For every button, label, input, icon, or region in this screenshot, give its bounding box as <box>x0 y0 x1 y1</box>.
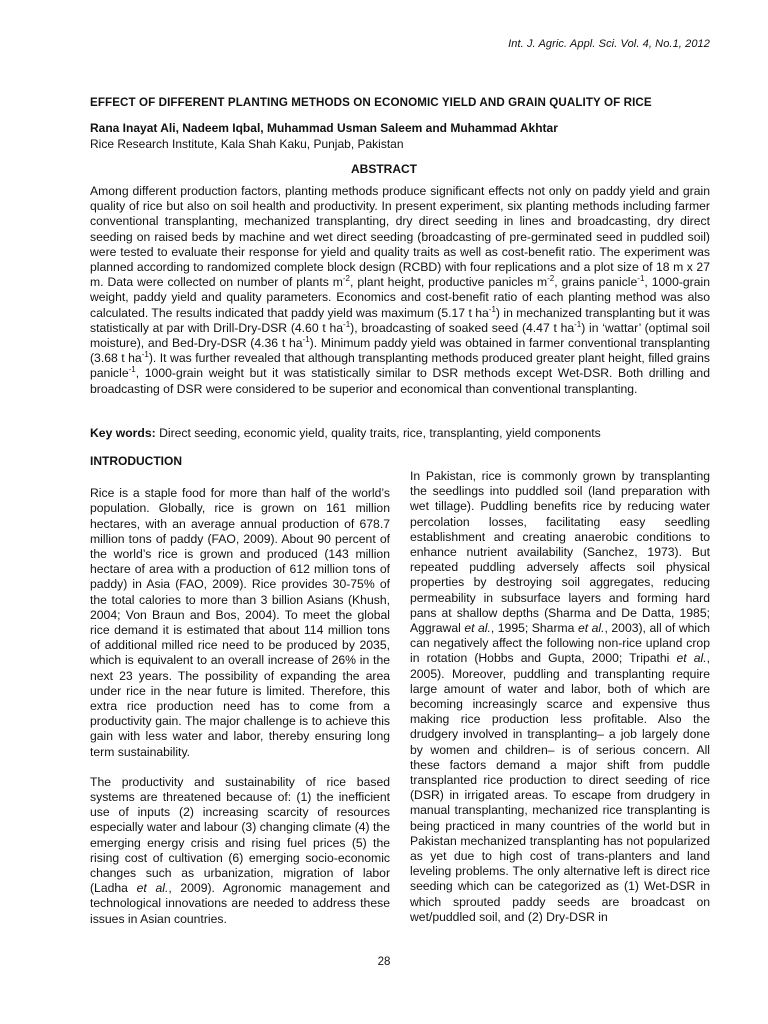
right-column <box>410 469 710 925</box>
abstract-heading: ABSTRACT <box>351 162 417 176</box>
page-number: 28 <box>377 956 391 968</box>
introduction-heading: INTRODUCTION <box>90 454 182 468</box>
abstract-body: Among different production factors, planting methods produce significant effects not only on paddy yield and grain quality of rice but also on soil health and productivity. In present experiment, six planting methods including farmer conventional transplanting, mechanized transplanting, dry direct seeding in lines and broadcasting, dry direct seeding on raised beds by machine and wet direct seeding (broadcasting of pre-germinated seed in puddled soil) were tested to evaluate their response for yield and quality traits as well as cost-benefit ratio. The experiment was planned according to randomized complete block design (RCBD) with four replications and a plot size of 18 m x 27 m. Data were collected on number of plants $m^{-2}$, plant height, productive panicles $m^{-2}$, grains panicle$^{-1}$, 1000-grain weight, paddy yield and quality parameters. Economics and cost-benefit ratio of each planting method was also calculated. The results indicated that paddy yield was maximum (5.17 t $ha^{-1}$) in mechanized transplanting but it was statistically at par with Drill-Dry-DSR (4.60 t $ha^{-1}$), broadcasting of soaked seed (4.47 t $ha^{-1}$) in ‘wattar’ (optimal soil moisture), and Bed-Dry-DSR (4.36 t $ha^{-1}$). Minimum paddy yield was obtained in farmer conventional transplanting (3.68 t $ha^{-1}$). It was further revealed that although transplanting methods produced greater plant height, filled grains panicle$^{-1}$, 1000-grain weight but it was statistically similar to DSR methods except Wet-DSR. Both drilling and broadcasting of DSR were considered to be superior and economical than conventional transplanting. <box>90 184 710 396</box>
keywords-label: Key words: <box>90 426 156 440</box>
left-column <box>90 454 390 927</box>
journal-citation: Int. J. Agric. Appl. Sci. Vol. 4, No.1, 2012 <box>508 38 710 50</box>
paper-title: EFFECT OF DIFFERENT PLANTING METHODS ON ECONOMIC YIELD AND GRAIN QUALITY OF RICE <box>90 96 652 109</box>
author-list: Rana Inayat Ali, Nadeem Iqbal, Muhammad Usman Saleem and Muhammad Akhtar <box>90 121 558 135</box>
keywords-text: Direct seeding, economic yield, quality traits, rice, transplanting, yield components <box>155 426 601 440</box>
affiliation: Rice Research Institute, Kala Shah Kaku, Punjab, Pakistan <box>90 137 404 151</box>
intro-paragraph-2: The productivity and sustainability of rice based systems are threatened because of: (1) the inefficient use of inputs (2) increasing scarcity of resources especially water and labour (3) changing climate (4) the emerging energy crisis and rising fuel prices (5) the rising cost of cultivation (6) emerging socio-economic changes such as urbanization, migration of labor (Ladha et al., 2009). Agronomic management and technological innovations are needed to address these issues in Asian countries. <box>90 774 390 926</box>
intro-paragraph-3: In Pakistan, rice is commonly grown by transplanting the seedlings into puddled soil (land preparation with wet tillage). Puddling benefits rice by reducing water percolation losses, facilitating easy seedling establishment and creating anaerobic conditions to enhance nutrient availability (Sanchez, 1973). But repeated puddling adversely affects soil physical properties by destroying soil aggregates, reducing permeability in subsurface layers and forming hard pans at shallow depths (Sharma and De Datta, 1985; Aggrawal et al., 1995; Sharma et al., 2003), all of which can negatively affect the following non-rice upland crop in rotation (Hobbs and Gupta, 2000; Tripathi et al., 2005). Moreover, puddling and transplanting require large amount of water and labor, both of which are becoming increasingly scarce and expensive thus making rice production less profitable. Also the drudgery involved in transplanting– a job largely done by women and children– is of serious concern. All these factors demand a major shift from puddle transplanted rice production to direct seeding of rice (DSR) in irrigated areas. To escape from drudgery in manual transplanting, mechanized rice transplanting is being practiced in many countries of the world but in Pakistan mechanized transplanting has not popularized as yet due to high cost of trans-planters and land leveling problems. The only alternative left is direct rice seeding which can be categorized as (1) Wet-DSR in which sprouted paddy seeds are broadcast on wet/puddled soil, and (2) Dry-DSR in <box>410 469 710 924</box>
keywords <box>90 426 710 441</box>
intro-paragraph-1: Rice is a staple food for more than half of the world’s population. Globally, rice is grown on 161 million hectares, with an average annual production of 678.7 million tons of paddy (FAO, 2009). About 90 percent of the world’s rice is grown and produced (143 million hectare of area with a production of 612 million tons of paddy) in Asia (FAO, 2009). Rice provides 30-75% of the total calories to more than 3 billion Asians (Khush, 2004; Von Braun and Bos, 2004). To meet the global rice demand it is estimated that about 114 million tons of additional milled rice need to be produced by 2035, which is equivalent to an overall increase of 26% in the next 23 years. The possibility of expanding the area under rice in the near future is limited. Therefore, this extra rice production need has to come from a productivity gain. The major challenge is to achieve this gain with less water and labor, thereby ensuring long term sustainability. <box>90 486 390 759</box>
